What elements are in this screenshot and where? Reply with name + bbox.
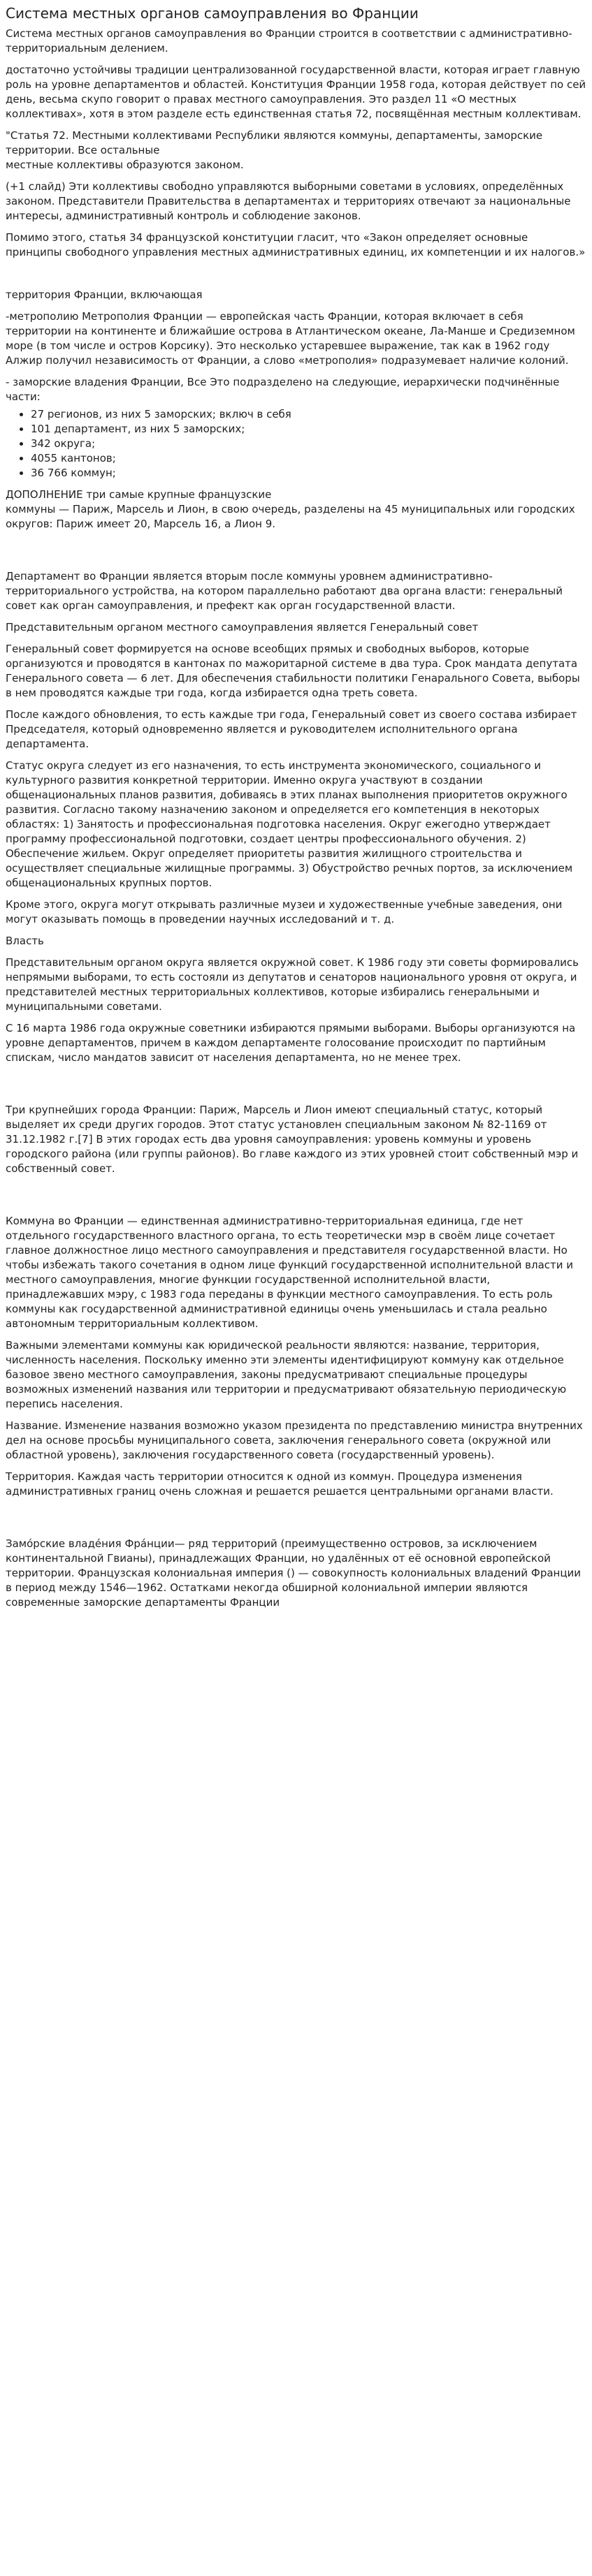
spacer — [6, 1506, 586, 1537]
spacer — [6, 539, 586, 569]
list-item: • 101 департамент, из них 5 заморских; — [31, 422, 586, 437]
intro-paragraph: (+1 слайд) Эти коллективы свободно управляются выборными советами в условиях, определённых законом. Представители Правительства в департаментах и территориях отвечают за национальные интересы, административный контроль и соблюдение законов. — [6, 180, 571, 222]
metropole-paragraph: -метрополию Метрополия Франции — европейская часть Франции, которая включает в себя территории на континенте и ближайшие острова в Атлантическом океане, Ла-Манше и Средиземном море (в том числе и остров Корсику). Это несколько устаревшее выражение, так как в 1962 году Алжир получил независимость от Франции, а слово «метрополия» подразумевает наличие колоний. — [6, 310, 575, 367]
department-paragraph: Представительным органом округа является окружной совет. К 1986 году эти советы формировались непрямыми выборами, то есть состояли из депутатов и сенаторов национального уровня от округа, и представителей местных территориальных коллективов, которые избирались генеральными и муниципальными советами. — [6, 956, 579, 1013]
intro-paragraph: достаточно устойчивы традиции централизованной государственной власти, которая играет главную роль на уровне департаментов и областей. Конституция Франции 1958 года, которая действует по сей день, весьма скупо говорит о правах местного самоуправления. Это раздел 11 «О местных коллективах», хотя в этом разделе есть единственная статья 72, посвящённая местным коллективам. — [6, 64, 586, 120]
cities-paragraph: Три крупнейших города Франции: Париж, Марсель и Лион имеют специальный статус, который выделяет их среди других городов. Этот статус установлен специальным законом № 82-1169 от 31.12.1982 г.[7] В этих городах есть два уровня самоуправления: уровень коммуны и уровень городского района (или группы районов). Во главе каждого из этих уровней стоит собственный мэр и собственный совет. — [6, 1104, 579, 1175]
overseas-paragraph: Замо́рские владе́ния Фра́нции— ряд территорий (преимущественно островов, за исключением континентальной Гвианы), принадлежащих Франции, но удалённых от её основной европейской территории. Французская колониальная империя () — совокупность колониальных владений Франции в период между 1546—1962. Остатками некогда обширной колониальной империи являются современные заморские департаменты Франции — [6, 1537, 582, 1609]
spacer — [6, 1072, 586, 1103]
list-item: • 36 766 коммун; — [31, 466, 586, 481]
commune-paragraph: Название. Изменение названия возможно указом президента по представлению министра внутренних дел на основе просьбы муниципального совета, заключения генерального совета (окружной или областной уровень), заключения государственного совета (государственный уровень). — [6, 1419, 583, 1461]
commune-paragraph: Территория. Каждая часть территории относится к одной из коммун. Процедура изменения административных границ очень сложная и решается решается центральными органами власти. — [6, 1470, 554, 1498]
department-paragraph: Кроме этого, округа могут открывать различные музеи и художественные учебные заведения, они могут оказывать помощь в проведении научных исследований и т. д. — [6, 898, 563, 925]
department-paragraph: Статус округа следует из его назначения, то есть инструмента экономического, социального и культурного развития конкретной территории. Именно округа участвуют в создании общенациональных планов развития, добиваясь в этих планах выполнения приоритетов окружного развития. Согласно такому назначению законом и определяется его компетенция в некоторых областях: 1) Занятость и профессиональная подготовка населения. Округ ежегодно утверждает программу профессиональной подготовки, создает центры профессионального обучения. 2) Обеспечение жильем. Округ определяет приоритеты развития жилищного строительства и осуществляет специальные жилищные программы. 3) Обустройство речных портов, за исключением общенациональных крупных портов. — [6, 759, 573, 889]
commune-paragraph: Важными элементами коммуны как юридической реальности являются: название, территория, численность населения. Поскольку именно эти элементы идентифицируют коммуну как отдельное базовое звено местного самоуправления, законы предусматривают специальные процедуры возможных изменений названия или территории и предусматривают обязательную периодическую перепись населения. — [6, 1339, 567, 1410]
spacer — [6, 267, 586, 288]
territory-heading: территория Франции, включающая — [6, 288, 203, 301]
department-paragraph: С 16 марта 1986 года окружные советники избираются прямыми выборами. Выборы организуются на уровне департаментов, причем в каждом департаменте голосование происходит по партийным спискам, число мандатов зависит от населения департамента, но не менее трех. — [6, 1022, 576, 1064]
addition-paragraph: ДОПОЛНЕНИЕ три самые крупные французские коммуны — Париж, Марсель и Лион, в свою очередь, разделены на 45 муниципальных или городских округов: Париж имеет 20, Марсель 16, а Лион 9. — [6, 488, 575, 530]
department-paragraph: После каждого обновления, то есть каждые три года, Генеральный совет из своего состава избирает Председателя, который одновременно является и руководителем исполнительного органа департамента. — [6, 708, 577, 750]
overseas-intro-paragraph: - заморские владения Франции, Все Это подразделено на следующие, иерархически подчинённые части: — [6, 376, 560, 403]
article-72-quote: "Статья 72. Местными коллективами Республики являются коммуны, департаменты, заморские территории. Все остальные местные коллективы образуются законом. — [6, 129, 543, 171]
list-item: • 342 округа; — [31, 437, 586, 451]
intro-paragraph: Система местных органов самоуправления во Франции строится в соответствии с административно-территориальным делением. — [6, 27, 572, 54]
article-34-paragraph: Помимо этого, статья 34 французской конституции гласит, что «Закон определяет основные принципы свободного управления местных административных единиц, их компетенции и их налогов.» — [6, 231, 586, 258]
spacer — [6, 1183, 586, 1214]
department-paragraph: Генеральный совет формируется на основе всеобщих прямых и свободных выборов, которые организуются и проводятся в кантонах по мажоритарной системе в два тура. Срок мандата депутата Генерального совета — 6 лет. Для обеспечения стабильности политики Генарального Совета, выборы в нем проводятся каждые три года, когда избирается одна треть совета. — [6, 643, 580, 699]
section-label-power: Власть — [6, 935, 44, 947]
page-title: Система местных органов самоуправления во Франции — [6, 5, 419, 22]
list-item: • 27 регионов, из них 5 заморских; включ в себя — [31, 407, 586, 422]
commune-paragraph: Коммуна во Франции — единственная административно-территориальная единица, где нет отдельного государственного властного органа, то есть теоретически мэр в своём лице сочетает главное должностное лицо местного самоуправления и представителя государственной власти. Но чтобы избежать такого сочетания в одном лице функций государственной исполнительной власти и местного самоуправления, многие функции государственной исполнительной власти, принадлежавших мэру, с 1983 года переданы в функции местного самоуправления. То есть роль коммуны как государственной административной единицы очень уменьшилась и стала реально автономным территориальным коллективом. — [6, 1215, 574, 1330]
divisions-list — [6, 407, 586, 481]
list-item: • 4055 кантонов; — [31, 451, 586, 466]
department-paragraph: Департамент во Франции является вторым после коммуны уровнем административно-территориального устройства, на котором параллельно работают два органа власти: генеральный совет как орган самоуправления, и префект как орган государственной власти. — [6, 570, 563, 612]
department-paragraph: Представительным органом местного самоуправления является Генеральный совет — [6, 621, 479, 634]
